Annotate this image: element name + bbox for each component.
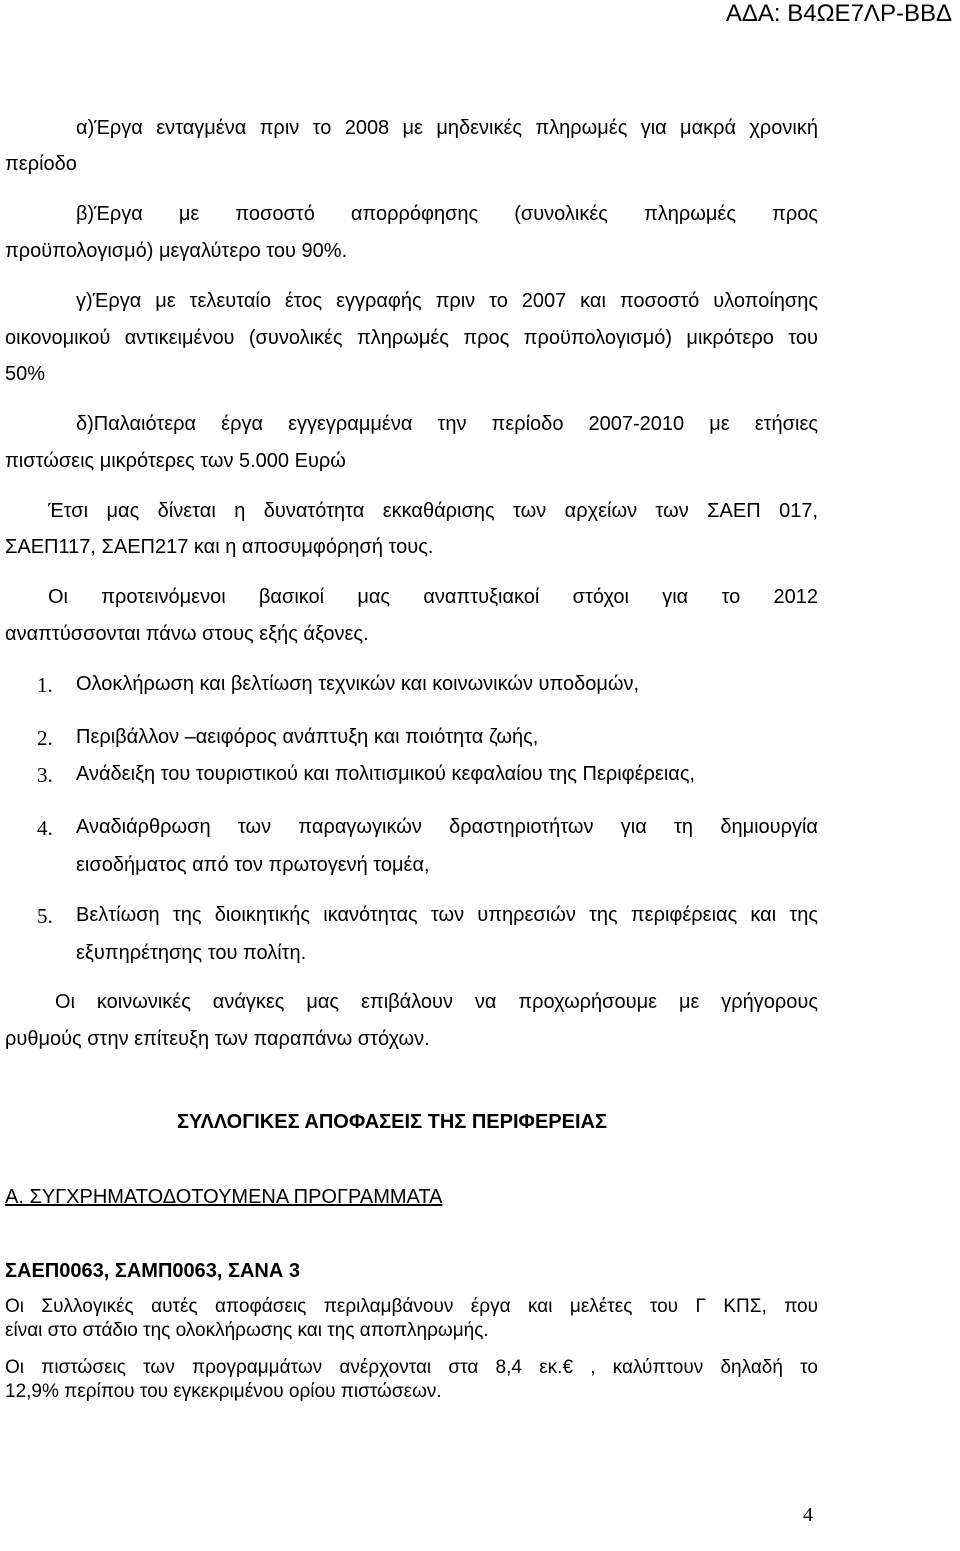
clearance-line2: ΣΑΕΠ117, ΣΑΕΠ217 και η αποσυμφόρησή τους. xyxy=(5,536,434,558)
needs-line1: Οι κοινωνικές ανάγκες μας επιβάλουν να προχωρήσουμε με γρήγορους xyxy=(55,991,818,1013)
axis-5-text: Βελτίωση της διοικητικής ικανότητας των υπηρεσιών της περιφέρειας και της xyxy=(76,904,818,926)
goals-line2: αναπτύσσονται πάνω στους εξής άξονες. xyxy=(5,623,369,645)
axis-1-text: Ολοκλήρωση και βελτίωση τεχνικών και κοινωνικών υποδομών, xyxy=(76,673,640,695)
axis-3-text: Ανάδειξη του τουριστικού και πολιτισμικού κεφαλαίου της Περιφέρειας, xyxy=(76,763,696,785)
criterion-b-line1: β)Έργα με ποσοστό απορρόφησης (συνολικές πληρωμές προς xyxy=(76,203,818,225)
program-p1-line1: Οι Συλλογικές αυτές αποφάσεις περιλαμβάνουν έργα και μελέτες του Γ ΚΠΣ, που xyxy=(5,1296,818,1317)
goals-line1: Οι προτεινόμενοι βασικοί μας αναπτυξιακοί στόχοι για το 2012 xyxy=(48,586,818,608)
axis-4-number: 4. xyxy=(37,816,53,840)
axis-4-text: Αναδιάρθρωση των παραγωγικών δραστηριοτήτων για τη δημιουργία xyxy=(76,816,818,838)
axis-2-text: Περιβάλλον –αειφόρος ανάπτυξη και ποιότητα ζωής, xyxy=(76,726,539,748)
axis-2-number: 2. xyxy=(37,726,53,750)
program-p1-line2: είναι στο στάδιο της ολοκλήρωσης και της αποπληρωμής. xyxy=(5,1320,489,1341)
axis-5-number: 5. xyxy=(37,904,53,928)
axis-3-number: 3. xyxy=(37,763,53,787)
clearance-line1: Έτσι μας δίνεται η δυνατότητα εκκαθάρισης των αρχείων των ΣΑΕΠ 017, xyxy=(48,500,818,522)
ada-code: ΑΔΑ: Β4ΩΕ7ΛΡ-ΒΒΔ xyxy=(725,0,952,27)
criterion-d-line2: πιστώσεις μικρότερες των 5.000 Ευρώ xyxy=(5,450,346,472)
criterion-a-line2: περίοδο xyxy=(5,153,77,175)
criterion-c-line3: 50% xyxy=(5,363,46,385)
criterion-d-line1: δ)Παλαιότερα έργα εγγεγραμμένα την περίοδο 2007-2010 με ετήσιες xyxy=(76,413,818,435)
page-number: 4 xyxy=(803,1504,813,1526)
section-title: ΣΥΛΛΟΓΙΚΕΣ ΑΠΟΦΑΣΕΙΣ ΤΗΣ ΠΕΡΙΦΕΡΕΙΑΣ xyxy=(177,1111,607,1133)
criterion-a-line1: α)Έργα ενταγμένα πριν το 2008 με μηδενικές πληρωμές για μακρά χρονική xyxy=(76,117,818,139)
axis-4-text-cont: εισοδήματος από τον πρωτογενή τομέα, xyxy=(76,854,430,876)
criterion-b-line2: προϋπολογισμό) μεγαλύτερο του 90%. xyxy=(5,240,348,262)
program-p2-line1: Οι πιστώσεις των προγραμμάτων ανέρχονται στα 8,4 εκ.€ , καλύπτουν δηλαδή το xyxy=(5,1357,818,1378)
needs-line2: ρυθμούς στην επίτευξη των παραπάνω στόχων. xyxy=(5,1028,430,1050)
program-p2-line2: 12,9% περίπου του εγκεκριμένου ορίου πιστώσεων. xyxy=(5,1381,442,1402)
criterion-c-line2: οικονομικού αντικειμένου (συνολικές πληρωμές προς προϋπολογισμό) μικρότερο του xyxy=(5,327,818,349)
criterion-c-line1: γ)Έργα με τελευταίο έτος εγγραφής πριν το 2007 και ποσοστό υλοποίησης xyxy=(76,290,818,312)
subsection-title: Α. ΣΥΓΧΡΗΜΑΤΟΔΟΤΟΥΜΕΝΑ ΠΡΟΓΡΑΜΜΑΤΑ xyxy=(5,1186,443,1208)
axis-1-number: 1. xyxy=(37,673,53,697)
axis-5-text-cont: εξυπηρέτησης του πολίτη. xyxy=(76,942,307,964)
program-heading: ΣΑΕΠ0063, ΣΑΜΠ0063, ΣΑΝΑ 3 xyxy=(5,1260,300,1282)
